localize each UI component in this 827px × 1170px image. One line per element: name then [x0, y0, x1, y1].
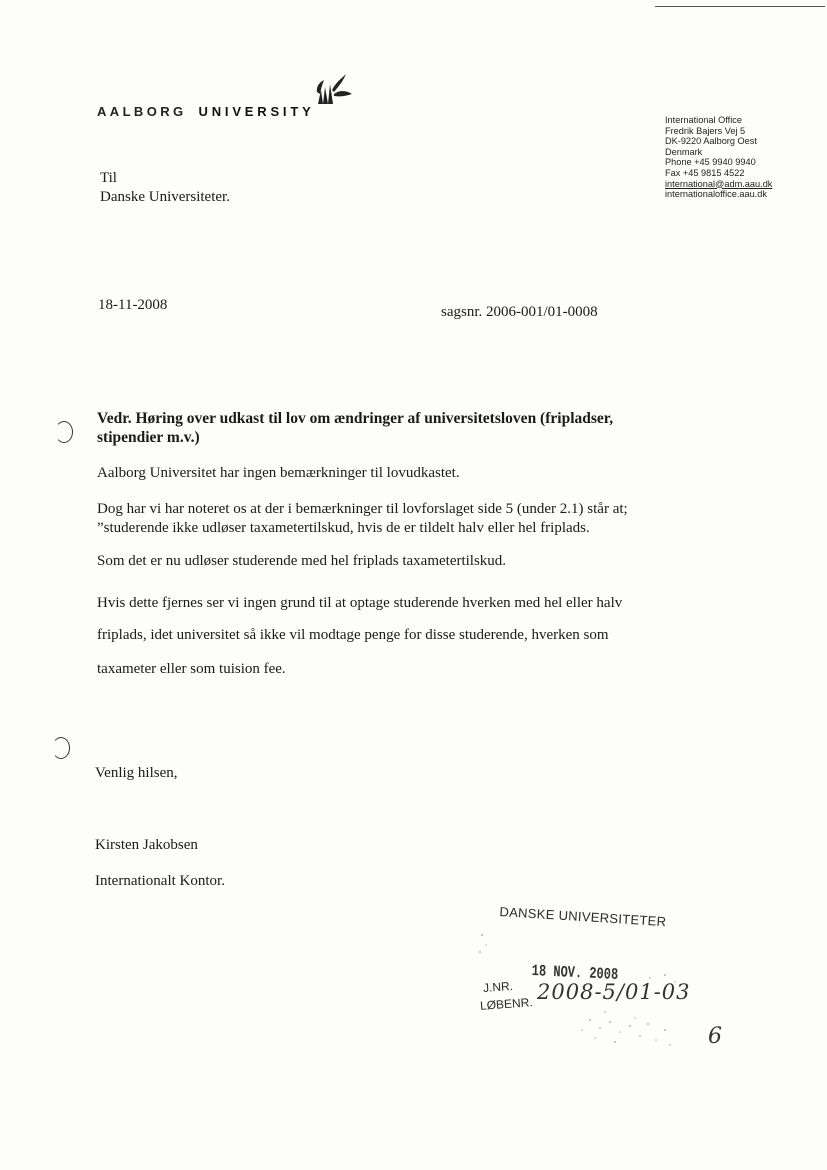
signatory-department: Internationalt Kontor. [95, 873, 225, 889]
stamp-organization: DANSKE UNIVERSITETER [499, 904, 667, 930]
office-email-link[interactable]: international@adm.aau.dk [665, 178, 773, 189]
stamp-received-date: 18 NOV. 2008 [531, 962, 619, 985]
case-reference: sagsnr. 2006-001/01-0008 [441, 304, 598, 320]
signatory-name: Kirsten Jakobsen [95, 837, 198, 853]
body-paragraph-2 [97, 500, 628, 538]
stamp-lobenr-label: LØBENR. [479, 995, 534, 1013]
body-paragraph-4-line-1: Hvis dette fjernes ser vi ingen grund til at optage studerende hverken med hel eller halv [97, 595, 623, 611]
office-street: Fredrik Bajers Vej 5 [665, 125, 746, 136]
wordmark-aalborg: AALBORG [97, 104, 187, 119]
office-name: International Office [665, 115, 742, 125]
university-wordmark [97, 104, 315, 119]
office-phone: Phone +45 9940 9940 [665, 157, 756, 168]
body-paragraph-4-line-2: friplads, idet universitet så ikke vil modtage penge for disse studerende, hverken som [97, 627, 609, 643]
body-paragraph-2-line-1: Dog har vi har noteret os at der i bemærkninger til lovforslaget side 5 (under 2.1) står at; [97, 501, 628, 517]
recipient-line-1: Til [100, 170, 117, 186]
office-fax: Fax +45 9815 4522 [665, 167, 745, 178]
office-website-link[interactable]: internationaloffice.aau.dk [665, 189, 767, 200]
body-paragraph-1: Aalborg Universitet har ingen bemærkninger til lovudkastet. [97, 465, 460, 481]
handwritten-note: 6 [708, 1024, 722, 1049]
stamp-jnr-label: J.NR. [482, 978, 514, 996]
punch-hole-mark [55, 421, 73, 443]
scan-edge-line [655, 6, 825, 7]
letter-subject: Vedr. Høring over udkast til lov om ændringer af universitetsloven (fripladser, stipendier m.v.) [97, 410, 614, 446]
body-paragraph-2-line-2: ”studerende ikke udløser taxametertilskud, hvis de er tildelt halv eller hel friplads. [97, 520, 590, 536]
office-country: Denmark [665, 146, 703, 157]
recipient-address [100, 169, 230, 207]
closing-greeting: Venlig hilsen, [95, 765, 178, 781]
handwritten-case-number: 2008-5/01-03 [537, 980, 691, 1004]
university-logo-icon [312, 72, 354, 106]
body-paragraph-4-line-3: taxameter eller som tuision fee. [97, 661, 286, 677]
punch-hole-mark [52, 737, 70, 759]
letter-date: 18-11-2008 [98, 297, 168, 313]
office-contact-block [665, 115, 772, 200]
recipient-line-2: Danske Universiteter. [100, 189, 230, 205]
body-paragraph-3: Som det er nu udløser studerende med hel friplads taxametertilskud. [97, 553, 507, 569]
office-city: DK-9220 Aalborg Oest [665, 136, 757, 147]
wordmark-university: UNIVERSITY [198, 104, 315, 119]
